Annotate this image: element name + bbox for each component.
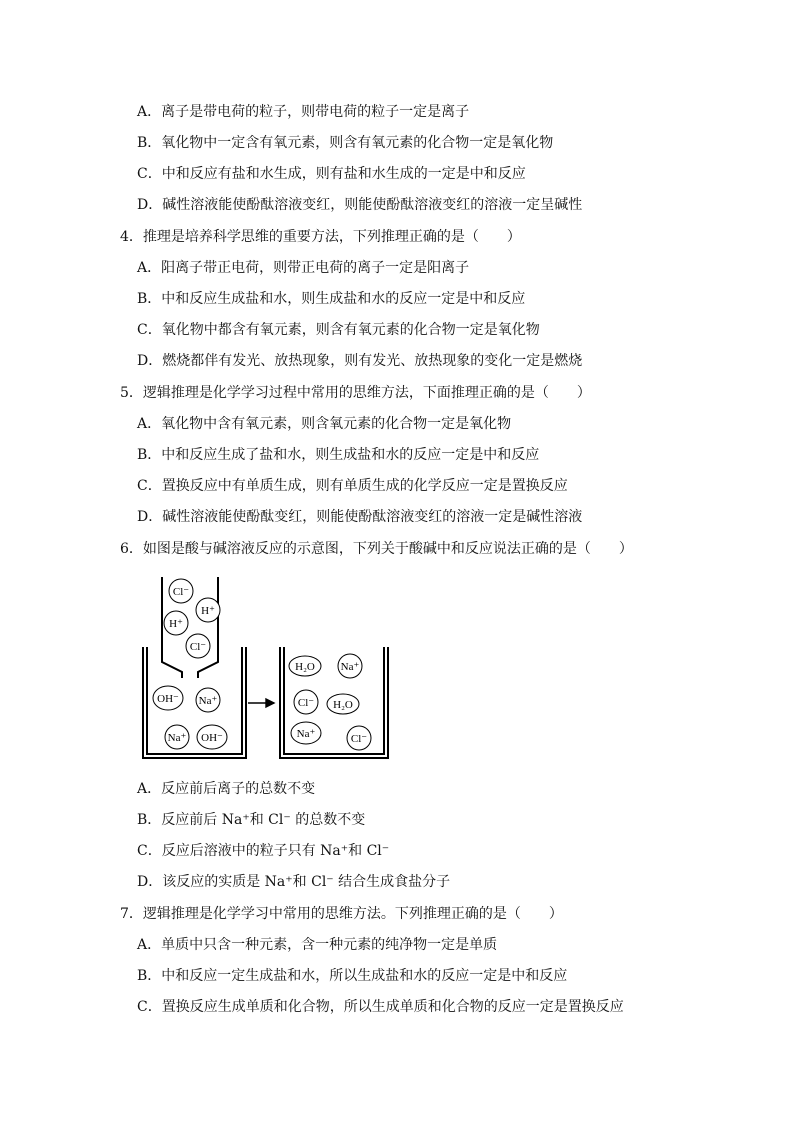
q7-option-a: A．单质中只含一种元素，含一种元素的纯净物一定是单质 [137,937,498,953]
question-6-stem: 6．如图是酸与碱溶液反应的示意图，下列关于酸碱中和反应说法正确的是（ ） [120,541,633,557]
ion-label: Cl⁻ [297,697,315,709]
ion-label: Na⁺ [296,728,316,740]
q6-option-d: D．该反应的实质是 Na⁺和 Cl⁻ 结合生成食盐分子 [137,874,451,890]
question-5-stem: 5．逻辑推理是化学学习过程中常用的思维方法，下面推理正确的是（ ） [120,385,591,401]
option-d: D．碱性溶液能使酚酞溶液变红，则能使酚酞溶液变红的溶液一定呈碱性 [137,197,583,213]
ion-label: Na⁺ [167,732,187,744]
q5-option-a: A．氧化物中含有氧元素，则含氧元素的化合物一定是氧化物 [137,416,512,432]
q4-option-a: A．阳离子带正电荷，则带正电荷的离子一定是阳离子 [137,260,470,276]
q5-option-d: D．碱性溶液能使酚酞变红，则能使酚酞溶液变红的溶液一定是碱性溶液 [137,509,583,525]
q6-option-b: B．反应前后 Na⁺和 Cl⁻ 的总数不变 [137,812,366,828]
option-b: B．氧化物中一定含有氧元素，则含有氧元素的化合物一定是氧化物 [137,135,554,151]
ion-label: H₂O [333,699,353,711]
q5-option-c: C．置换反应中有单质生成，则有单质生成的化学反应一定是置换反应 [137,478,568,494]
ion-label: Cl⁻ [172,586,190,598]
q6-option-c: C．反应后溶液中的粒子只有 Na⁺和 Cl⁻ [137,843,390,859]
q7-option-b: B．中和反应一定生成盐和水，所以生成盐和水的反应一定是中和反应 [137,968,568,984]
ion-label: H⁺ [169,618,183,630]
ion-label: Na⁺ [198,695,218,707]
q4-option-b: B．中和反应生成盐和水，则生成盐和水的反应一定是中和反应 [137,291,526,307]
question-7-stem: 7．逻辑推理是化学学习中常用的思维方法。下列推理正确的是（ ） [120,906,563,922]
ion-label: Cl⁻ [350,733,368,745]
question-4-stem: 4．推理是培养科学思维的重要方法，下列推理正确的是（ ） [120,229,521,245]
ion-label: Na⁺ [340,661,360,673]
option-c: C．中和反应有盐和水生成，则有盐和水生成的一定是中和反应 [137,166,526,182]
q7-option-c: C．置换反应生成单质和化合物，所以生成单质和化合物的反应一定是置换反应 [137,999,624,1015]
reaction-arrow [248,699,274,707]
ion-label: OH⁻ [157,693,179,705]
option-a: A．离子是带电荷的粒子，则带电荷的粒子一定是离子 [137,104,470,120]
ion-label: H⁺ [201,605,215,617]
ion-label: H₂O [295,661,315,673]
q4-option-d: D．燃烧都伴有发光、放热现象，则有发光、放热现象的变化一定是燃烧 [137,353,583,369]
q4-option-c: C．氧化物中都含有氧元素，则含有氧元素的化合物一定是氧化物 [137,322,540,338]
q6-option-a: A．反应前后离子的总数不变 [137,781,316,797]
ion-label: Cl⁻ [189,641,207,653]
ion-label: OH⁻ [201,732,223,744]
q5-option-b: B．中和反应生成了盐和水，则生成盐和水的反应一定是中和反应 [137,447,540,463]
